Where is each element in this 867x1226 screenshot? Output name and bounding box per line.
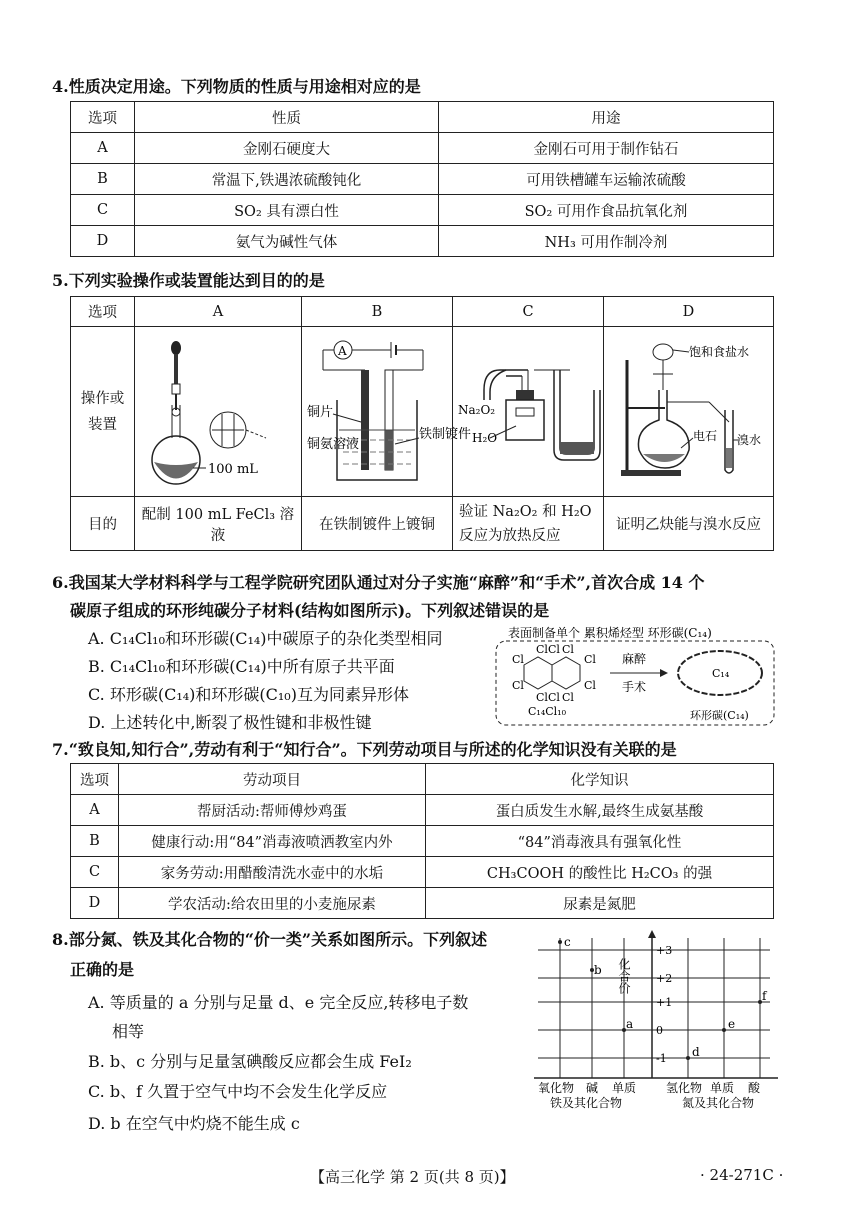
- q5-header-d: D: [604, 297, 774, 327]
- dropper-bulb-icon: [171, 341, 181, 355]
- cl-label: Cl: [512, 653, 524, 666]
- q7-header-knowledge: 化学知识: [426, 764, 774, 795]
- figure-a: [135, 327, 302, 497]
- q4-header-use: 用途: [439, 102, 774, 133]
- q7-table: [70, 763, 774, 919]
- q8-text-line2: 正确的是: [70, 960, 135, 979]
- q5-header-c: C: [453, 297, 604, 327]
- q8-text-line1: 部分氮、铁及其化合物的“价一类”关系如图所示。下列叙述: [68, 930, 488, 949]
- q6-figure: [494, 623, 776, 727]
- q7-number: 7.: [52, 740, 69, 759]
- fig-d-carbide-label: 电石: [692, 428, 717, 443]
- fig-a-volume: 100 mL: [208, 461, 258, 477]
- q6-right-caption: 环形碳(C₁₄): [690, 709, 749, 722]
- copper-electrode-icon: [361, 370, 369, 470]
- cell: C: [71, 195, 135, 226]
- cell: 氨气为碱性气体: [135, 226, 439, 257]
- point-f: f: [762, 989, 767, 1003]
- cell: 尿素是氮肥: [426, 888, 774, 919]
- q8-number: 8.: [52, 930, 69, 949]
- q7-stem: [52, 737, 677, 760]
- cell: C: [71, 857, 119, 888]
- electroplating-figure: [303, 330, 472, 490]
- cell: “84”消毒液具有强氧化性: [426, 826, 774, 857]
- q5-header-a: A: [135, 297, 302, 327]
- c14cl10-structure-icon: [512, 643, 596, 704]
- table-row: [71, 195, 774, 226]
- q8-option-a[interactable]: A. 等质量的 a 分别与足量 d、e 完全反应,转移电子数: [88, 993, 469, 1012]
- cell: CH₃COOH 的酸性比 H₂CO₃ 的强: [426, 857, 774, 888]
- fig-b-solution-label: [307, 436, 359, 452]
- cell: A: [71, 795, 119, 826]
- fig-b-plating-label: 铁制镀件: [419, 426, 472, 442]
- x-label: 氧化物: [538, 1081, 575, 1095]
- q5-header-b: B: [302, 297, 453, 327]
- fig-b-copper-label: 铜片: [307, 404, 334, 420]
- point-a: a: [626, 1017, 634, 1031]
- q5-header-option: 选项: [71, 297, 135, 327]
- q8-stem: [52, 927, 487, 950]
- point-c: c: [564, 935, 571, 949]
- q8-stem-2: [70, 957, 134, 980]
- tick-label: +2: [656, 972, 673, 985]
- q8-option-a-cont: 相等: [112, 1022, 145, 1041]
- q7-text: “致良知,知行合”,劳动有利于“知行合”。下列劳动项目与所述的化学知识没有关联的是: [68, 740, 677, 759]
- q5-row-label-apparatus: [71, 327, 135, 497]
- cl-label: Cl: [512, 679, 524, 692]
- cl-label: Cl: [562, 691, 574, 704]
- q6-ring-label: C₁₄: [712, 667, 730, 680]
- q8-option-c[interactable]: C. b、f 久置于空气中均不会发生化学反应: [88, 1082, 388, 1101]
- cell: SO₂ 具有漂白性: [135, 195, 439, 226]
- q6-left-formula: C₁₄Cl₁₀: [528, 705, 566, 718]
- q6-arrow-top: 麻醉: [622, 652, 647, 666]
- footer-page-info: 【高三化学 第 2 页(共 8 页)】: [310, 1168, 515, 1186]
- x-label: 单质: [612, 1081, 637, 1095]
- acetylene-figure: [609, 330, 769, 490]
- q4-table: [70, 101, 774, 257]
- footer-code: · 24-271C ·: [700, 1166, 784, 1184]
- figure-d: [604, 327, 774, 497]
- cell: 常温下,铁遇浓硫酸钝化: [135, 164, 439, 195]
- tick-label: +3: [656, 944, 673, 957]
- cell: 健康行动:用“84”消毒液喷洒教室内外: [119, 826, 426, 857]
- cl-label: Cl: [536, 643, 548, 656]
- cell: D: [71, 226, 135, 257]
- cl-label: Cl: [584, 679, 596, 692]
- table-row: [71, 888, 774, 919]
- axis-label: 化合价: [617, 958, 631, 994]
- cell: 帮厨活动:帮师傅炒鸡蛋: [119, 795, 426, 826]
- figure-c: [453, 327, 604, 497]
- group-label-left: 铁及其化合物: [550, 1096, 623, 1110]
- q7-header-labor: 劳动项目: [119, 764, 426, 795]
- q6-stem: [52, 570, 705, 593]
- figure-b: [302, 327, 472, 497]
- q5-text: 下列实验操作或装置能达到目的的是: [68, 271, 325, 290]
- q6-option-b[interactable]: B. C₁₄Cl₁₀和环形碳(C₁₄)中所有原子共平面: [88, 657, 395, 676]
- q5-purpose-a: 配制 100 mL FeCl₃ 溶液: [135, 497, 302, 551]
- point-b: b: [594, 963, 602, 977]
- valence-class-chart: [534, 930, 780, 1110]
- cell: 可用铁槽罐车运输浓硫酸: [439, 164, 774, 195]
- q5-purpose-d: 证明乙炔能与溴水反应: [604, 497, 774, 551]
- q4-header-property: 性质: [135, 102, 439, 133]
- group-label-right: 氮及其化合物: [682, 1096, 755, 1110]
- cell: NH₃ 可用作制冷剂: [439, 226, 774, 257]
- cell: 金刚石硬度大: [135, 133, 439, 164]
- cell: 学农活动:给农田里的小麦施尿素: [119, 888, 426, 919]
- q6-option-a[interactable]: A. C₁₄Cl₁₀和环形碳(C₁₄)中碳原子的杂化类型相同: [88, 629, 443, 648]
- fig-d-bromine-label: 溴水: [736, 432, 761, 447]
- fig-d-brine-label: 饱和食盐水: [688, 344, 749, 359]
- cell: 蛋白质发生水解,最终生成氨基酸: [426, 795, 774, 826]
- volumetric-flask-figure: [138, 330, 298, 490]
- cell: 家务劳动:用醋酸清洗水壶中的水垢: [119, 857, 426, 888]
- fig-b-solution-text: 铜氨溶液: [307, 436, 360, 452]
- point-d: d: [692, 1045, 700, 1059]
- cl-label: Cl: [584, 653, 596, 666]
- label: 操作或装置: [80, 390, 125, 433]
- flask-icon: [506, 400, 544, 440]
- q5-purpose-c: [453, 497, 604, 551]
- tick-label: -1: [656, 1052, 667, 1065]
- q4-header-option: 选项: [71, 102, 135, 133]
- cell: B: [71, 826, 119, 857]
- tick-label: +1: [656, 996, 673, 1009]
- q6-option-d[interactable]: D. 上述转化中,断裂了极性键和非极性键: [88, 713, 372, 732]
- x-label: 碱: [586, 1081, 599, 1095]
- cl-label: Cl: [562, 643, 574, 656]
- table-row: [71, 164, 774, 195]
- q7-header-option: 选项: [71, 764, 119, 795]
- x-label: 氢化物: [666, 1081, 703, 1095]
- q6-number: 6.: [52, 573, 69, 592]
- point-e: e: [728, 1017, 736, 1031]
- fig-c-reagent1: Na₂O₂: [458, 402, 496, 417]
- table-row: [71, 795, 774, 826]
- q5-row-label-purpose: 目的: [71, 497, 135, 551]
- q6-fig-caption: 表面制备单个 累积烯烃型 环形碳(C₁₄): [508, 626, 712, 640]
- q6-arrow-bottom: 手术: [622, 680, 647, 694]
- q6-text-line1: 我国某大学材料科学与工程学院研究团队通过对分子实施“麻醉”和“手术”,首次合成 14 个: [68, 573, 705, 592]
- q6-text-line2: 碳原子组成的环形纯碳分子材料(结构如图所示)。下列叙述错误的是: [70, 601, 550, 620]
- q5-purpose-b: 在铁制镀件上镀铜: [302, 497, 453, 551]
- q6-option-c[interactable]: C. 环形碳(C₁₄)和环形碳(C₁₀)互为同素异形体: [88, 685, 409, 704]
- q5-stem: [52, 268, 325, 291]
- cell: 金刚石可用于制作钻石: [439, 133, 774, 164]
- cell: D: [71, 888, 119, 919]
- cl-label: Cl: [548, 643, 560, 656]
- q8-option-b[interactable]: B. b、c 分别与足量氢碘酸反应都会生成 FeI₂: [88, 1052, 412, 1071]
- cell: SO₂ 可用作食品抗氧化剂: [439, 195, 774, 226]
- cl-label: Cl: [548, 691, 560, 704]
- cell: B: [71, 164, 135, 195]
- cell: A: [71, 133, 135, 164]
- q4-stem: [52, 74, 421, 97]
- x-label: 单质: [710, 1081, 735, 1095]
- q8-option-d[interactable]: D. b 在空气中灼烧不能生成 c: [88, 1114, 300, 1133]
- ammeter-label: A: [338, 343, 347, 358]
- stand-base-icon: [621, 470, 681, 476]
- table-row: [71, 857, 774, 888]
- fig-c-reagent2: H₂O: [472, 430, 498, 445]
- q4-number: 4.: [52, 77, 69, 96]
- tick-label: 0: [656, 1024, 663, 1037]
- q4-text: 性质决定用途。下列物质的性质与用途相对应的是: [68, 77, 421, 96]
- table-row: [71, 226, 774, 257]
- cl-label: Cl: [536, 691, 548, 704]
- x-label: 酸: [748, 1081, 761, 1095]
- purpose-c-text: 验证 Na₂O₂ 和 H₂O 反应为放热反应: [459, 503, 592, 544]
- table-row: [71, 826, 774, 857]
- table-row: [71, 133, 774, 164]
- q5-table: [70, 296, 774, 551]
- q6-stem-2: [70, 598, 549, 621]
- u-tube-figure: [454, 330, 602, 490]
- q5-number: 5.: [52, 271, 69, 290]
